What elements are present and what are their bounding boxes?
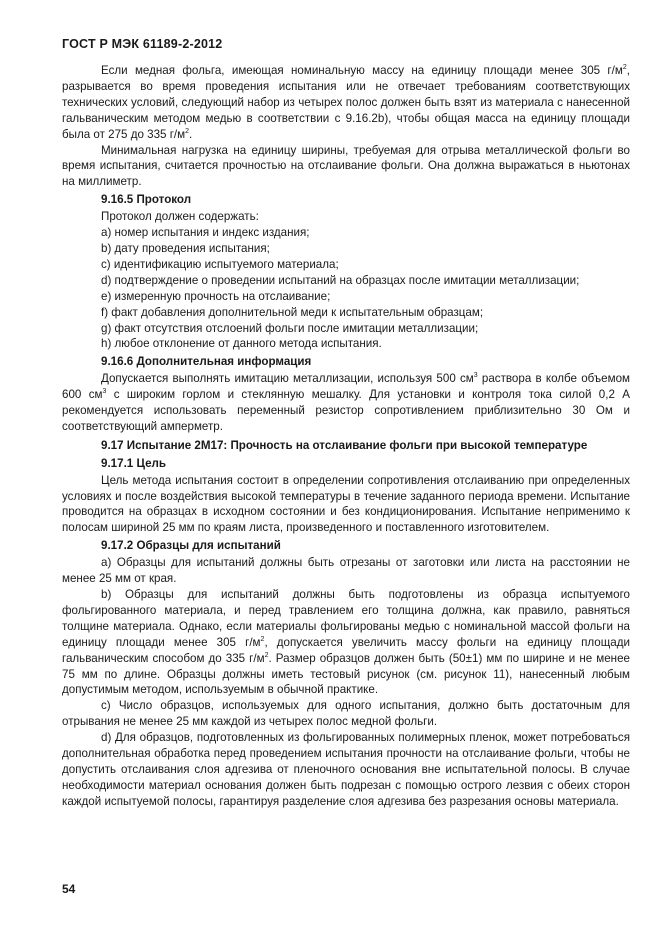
protocol-item: g) факт отсутствия отслоений фольги после имитации металлизации; — [101, 321, 479, 335]
paragraph-specimen-b: b) Образцы для испытаний должны быть подготовлены из образца испытуемого фольгированного материала, и перед травлением его толщина должна, как правило, равняться толщине материала. Однако, если материалы фольгированы медью с номинальной массой фольги на единицу площади менее 305 $г/м^2$, допускается увеличить массу фольги на единицу площади гальваническим способом до 335 $г/м^2$. Размер образцов должен быть (50±1) мм по ширине и не менее 75 мм по длине. Образцы должны иметь тестовый рисунок (см. рисунок 11), нанесенный любым допустимым методом, используемым в обычной практике. — [62, 588, 630, 697]
paragraph-purpose: Цель метода испытания состоит в определении сопротивления отслаиванию при определенных условиях и после воздействия высокой температуры в течение заданного периода времени. Испытание проводится на образцах в исходном состоянии и без кондиционирования. Испытание неприменимо к полосам шириной 25 мм по краям листа, произведенного и поставленного изготовителем. — [62, 473, 630, 535]
protocol-item: b) дату проведения испытания; — [101, 241, 270, 255]
protocol-item: e) измеренную прочность на отслаивание; — [101, 289, 331, 303]
section-heading-9-17: 9.17 Испытание 2М17: Прочность на отслаивание фольги при высокой температуре — [101, 438, 588, 452]
protocol-intro: Протокол должен содержать: — [101, 210, 259, 224]
document-body — [62, 63, 630, 810]
section-heading-9-16-5: 9.16.5 Протокол — [101, 193, 192, 207]
paragraph-specimen-a: а) Образцы для испытаний должны быть отрезаны от заготовки или листа на расстоянии не менее 25 мм от края. — [62, 556, 630, 586]
section-heading-9-17-2: 9.17.2 Образцы для испытаний — [101, 539, 281, 553]
document-header: ГОСТ Р МЭК 61189-2-2012 — [62, 37, 223, 51]
paragraph-additional-info: Допускается выполнять имитацию металлизации, используя 500 $см^3$ раствора в колбе объемом 600 $см^3$ с широким горлом и стеклянную мешалку. Для установки и контроля тока силой 0,2 А рекомендуется использовать переменный резистор сопротивлением приблизительно 30 Ом и соответствующий амперметр. — [62, 372, 631, 433]
paragraph-min-load: Минимальная нагрузка на единицу ширины, требуемая для отрыва металлической фольги во время испытания, считается прочностью на отслаивание фольги. Она должна выражаться в ньютонах на миллиметр. — [62, 143, 630, 189]
page-number: 54 — [62, 882, 76, 896]
section-heading-9-17-1: 9.17.1 Цель — [101, 456, 167, 470]
paragraph-copper-foil: Если медная фольга, имеющая номинальную массу на единицу площади менее 305 $г/м^2$, разрывается во время проведения испытания или не отвечает требованиям соответствующих технических условий, следующий набор из четырех полос должен быть взят из материала с нанесенной гальваническим методом медью в соответствии с 9.16.2b), чтобы общая масса на единицу площади была от 275 до 335 $г/м^2$. — [62, 64, 630, 141]
paragraph-specimen-d: d) Для образцов, подготовленных из фольгированных полимерных пленок, может потребоваться дополнительная обработка перед проведением испытания прочности на отслаивание фольги, чтобы не допустить отслаивания слоя адгезива от пленочного основания вне испытательной полосы. В случае необходимости материал основания должен быть подрезан с помощью острого лезвия с обеих сторон каждой испытуемой полосы, гарантируя разделение слоя адгезива без разрезания основы материала. — [62, 731, 630, 808]
protocol-item: c) идентификацию испытуемого материала; — [101, 257, 339, 271]
paragraph-specimen-c: c) Число образцов, используемых для одного испытания, должно быть достаточным для отрывания не менее 25 мм каждой из четырех полос медной фольги. — [62, 699, 630, 729]
section-heading-9-16-6: 9.16.6 Дополнительная информация — [101, 355, 312, 369]
protocol-item: d) подтверждение о проведении испытаний на образцах после имитации металлизации; — [101, 273, 580, 287]
protocol-item: f) факт добавления дополнительной меди к испытательным образцам; — [101, 305, 484, 319]
protocol-item: a) номер испытания и индекс издания; — [101, 226, 310, 240]
protocol-item: h) любое отклонение от данного метода испытания. — [101, 337, 382, 351]
